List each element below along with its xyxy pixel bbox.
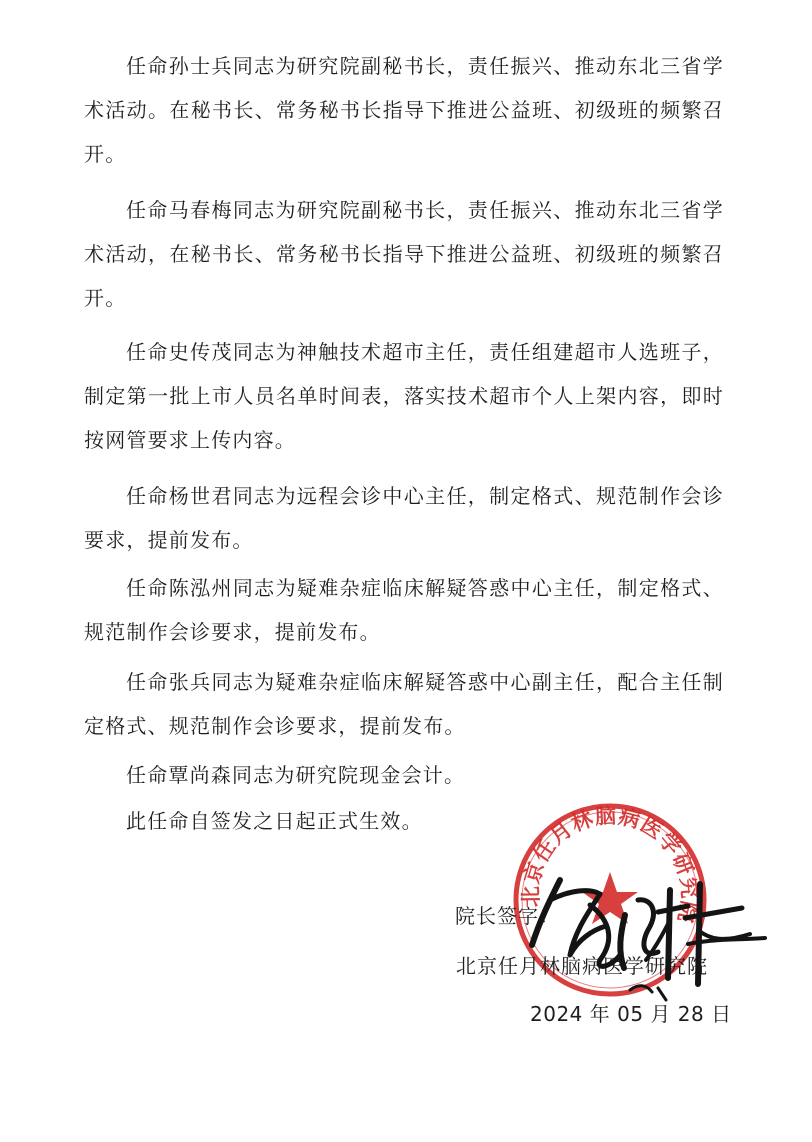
handwritten-signature-icon xyxy=(520,860,770,1010)
signing-date: 2024 年 05 月 28 日 xyxy=(530,1002,732,1026)
paragraph-appointment-zhang: 任命张兵同志为疑难杂症临床解疑答惑中心副主任，配合主任制定格式、规范制作会诊要求，提前发布。 xyxy=(84,670,724,738)
paragraph-effective-notice: 此任命自签发之日起正式生效。 xyxy=(126,809,423,833)
paragraph-appointment-shi: 任命史传茂同志为神触技术超市主任，责任组建超市人选班子，制定第一批上市人员名单时间表，落实技术超市个人上架内容，即时按网管要求上传内容。 xyxy=(84,340,724,452)
seal-text: 北京任月林脑病医学研究院 xyxy=(517,802,703,926)
paragraph-appointment-sun: 任命孙士兵同志为研究院副秘书长，责任振兴、推动东北三省学术活动。在秘书长、常务秘书长指导下推进公益班、初级班的频繁召开。 xyxy=(84,54,724,166)
paragraph-appointment-chen: 任命陈泓州同志为疑难杂症临床解疑答惑中心主任，制定格式、规范制作会诊要求，提前发布。 xyxy=(84,576,724,644)
paragraph-appointment-yang: 任命杨世君同志为远程会诊中心主任，制定格式、规范制作会诊要求，提前发布。 xyxy=(84,484,724,552)
organization-name: 北京任月林脑病医学研究院 xyxy=(456,954,708,978)
signature-label: 院长签字： xyxy=(455,904,560,928)
paragraph-appointment-ma: 任命马春梅同志为研究院副秘书长，责任振兴、推动东北三省学术活动，在秘书长、常务秘书长指导下推进公益班、初级班的频繁召开。 xyxy=(84,198,724,310)
paragraph-appointment-tan: 任命覃尚森同志为研究院现金会计。 xyxy=(126,763,466,787)
